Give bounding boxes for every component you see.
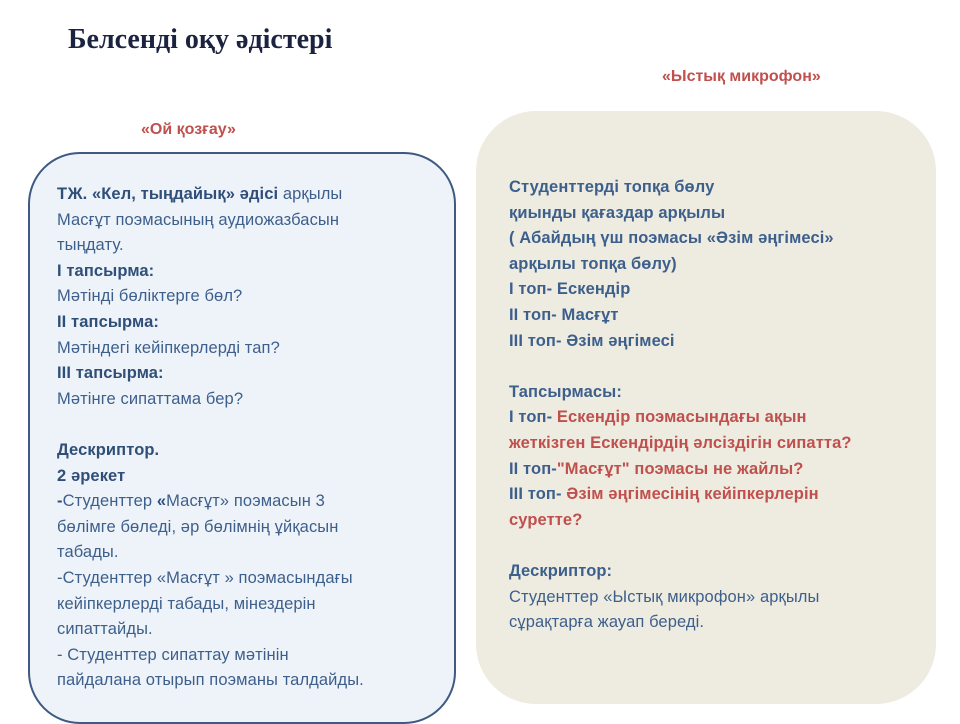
- descriptor-line: [57, 489, 364, 515]
- right-line: ( Абайдың үш поэмасы «Әзім әңгімесі»: [509, 229, 834, 248]
- left-line: Масғұт поэмасының аудиожазбасын: [57, 210, 340, 229]
- task-line: [509, 457, 852, 483]
- group-label: І топ-: [509, 408, 557, 427]
- text-part: Масғұт» поэмасын 3: [166, 492, 325, 511]
- left-method-label: «Ой қозғау»: [141, 121, 236, 138]
- dash: -: [57, 492, 63, 511]
- task1-text: Мәтінді бөліктерге бөл?: [57, 287, 243, 306]
- descriptor-title: Дескриптор:: [509, 561, 613, 580]
- group-label: ІІІ топ-: [509, 485, 567, 504]
- task-line: жеткізген Ескендірдің әлсіздігін сипатта?: [509, 433, 852, 452]
- tasks-title: Тапсырмасы:: [509, 382, 622, 401]
- task3-title: ІІІ тапсырма:: [57, 364, 164, 383]
- left-box-text: [57, 182, 364, 694]
- descriptor-line: табады.: [57, 543, 119, 562]
- right-line: арқылы топқа бөлу): [509, 254, 677, 273]
- task2-title: ІІ тапсырма:: [57, 312, 159, 331]
- group-line: ІІІ топ- Әзім әңгімесі: [509, 331, 675, 350]
- descriptor-line: сұрақтарға жауап береді.: [509, 613, 705, 632]
- text-part: Студенттер: [62, 492, 157, 511]
- method-name: ТЖ. «Кел, тыңдайық» әдісі: [57, 185, 279, 203]
- descriptor-line: -Студенттер «Масғұт » поэмасындағы: [57, 568, 353, 587]
- descriptor-line: Студенттер «Ыстық микрофон» арқылы: [509, 587, 820, 606]
- task-line: суретте?: [509, 510, 583, 529]
- right-box-text: [509, 175, 852, 636]
- descriptor-line: - Студенттер сипаттау мәтінін: [57, 645, 289, 664]
- descriptor-line: пайдалана отырып поэманы талдайды.: [57, 671, 364, 690]
- right-line: Студенттерді топқа бөлу: [509, 178, 715, 196]
- task-text: "Масғұт" поэмасы не жайлы?: [556, 459, 804, 478]
- quote: «: [156, 492, 167, 511]
- page-title: Белсенді оқу әдістері: [68, 24, 333, 55]
- intro-rest: арқылы: [278, 185, 343, 203]
- task-line: [509, 482, 852, 508]
- descriptor-title: Дескриптор.: [57, 440, 160, 459]
- group-label: ІІ топ-: [509, 459, 557, 478]
- actions-title: 2 әрекет: [57, 466, 126, 485]
- descriptor-line: сипаттайды.: [57, 620, 153, 639]
- left-line: тыңдату.: [57, 236, 124, 255]
- left-intro-line: [57, 182, 364, 208]
- descriptor-line: бөлімге бөледі, әр бөлімнің ұйқасын: [57, 517, 339, 536]
- right-method-label: «Ыстық микрофон»: [662, 68, 821, 85]
- group-line: І топ- Ескендір: [509, 280, 631, 299]
- task-text: Әзім әңгімесінің кейіпкерлерін: [566, 485, 819, 504]
- right-line: қиынды қағаздар арқылы: [509, 203, 726, 222]
- group-line: ІІ топ- Масғұт: [509, 305, 619, 324]
- task-line: [509, 405, 852, 431]
- descriptor-line: кейіпкерлерді табады, мінездерін: [57, 594, 316, 613]
- task2-text: Мәтіндегі кейіпкерлерді тап?: [57, 338, 280, 357]
- task3-text: Мәтінге сипаттама бер?: [57, 389, 244, 408]
- task-text: Ескендір поэмасындағы ақын: [556, 408, 807, 427]
- task1-title: І тапсырма:: [57, 261, 155, 280]
